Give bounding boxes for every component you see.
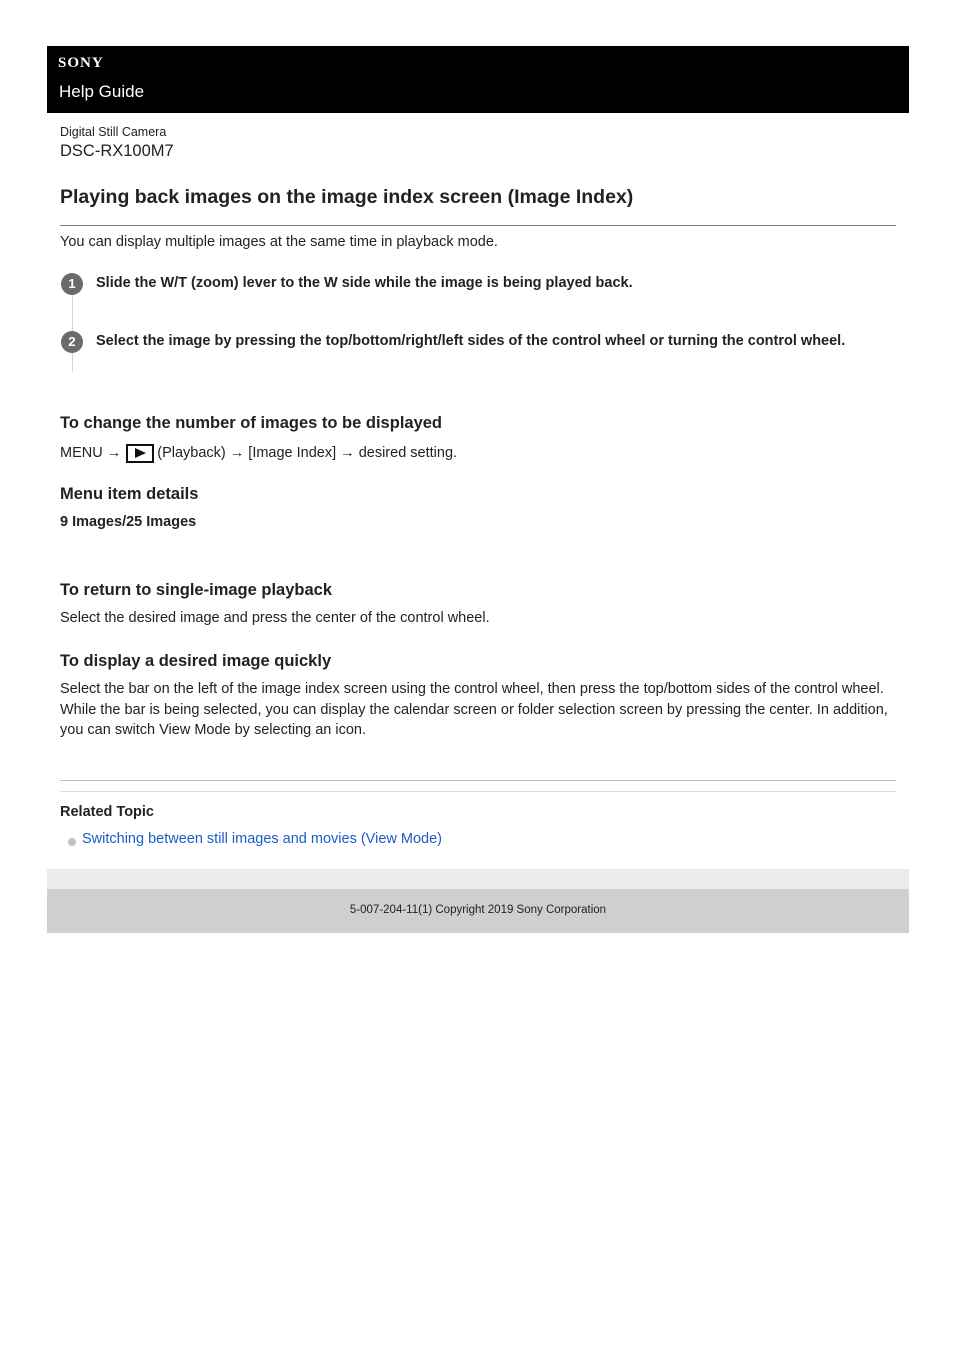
page-title: Playing back images on the image index screen (Image Index)	[60, 186, 634, 208]
sony-logo[interactable]: SONY	[58, 55, 104, 71]
section-heading-menu-details: Menu item details	[60, 485, 199, 503]
step-1-text: Slide the W/T (zoom) lever to the W side while the image is being played back.	[96, 275, 633, 291]
display-quickly-text: Select the bar on the left of the image index screen using the control wheel, then press the top/bottom sides of the control wheel. While the bar is being selected, you can display the calendar screen or folder selection screen by pressing the center. In addition, you can switch View Mode by selecting an icon.	[60, 681, 888, 738]
return-single-text: Select the desired image and press the center of the control wheel.	[60, 610, 490, 626]
step-2-badge: 2	[61, 331, 83, 353]
title-divider	[60, 225, 896, 226]
related-topic-title: Related Topic	[60, 804, 154, 820]
playback-icon	[126, 444, 154, 463]
related-link-view-mode[interactable]: Switching between still images and movies (View Mode)	[82, 831, 442, 847]
intro-text: You can display multiple images at the same time in playback mode.	[60, 234, 498, 250]
section-heading-return-single: To return to single-image playback	[60, 581, 333, 599]
section-heading-display-quickly: To display a desired image quickly	[60, 652, 332, 670]
footer	[47, 889, 909, 933]
related-divider-bottom	[60, 791, 896, 792]
help-guide-title[interactable]: Help Guide	[59, 82, 145, 101]
menu-suffix: (Playback) → [Image Index] → desired setting.	[157, 444, 458, 461]
copyright-text: 5-007-204-11(1) Copyright 2019 Sony Corporation	[349, 904, 607, 916]
product-category: Digital Still Camera	[60, 125, 167, 139]
related-link-bullet-icon	[68, 838, 76, 846]
product-model: DSC-RX100M7	[60, 142, 174, 160]
step-1-badge: 1	[61, 273, 83, 295]
menu-item-images: 9 Images/25 Images	[60, 514, 197, 530]
menu-prefix: MENU →	[60, 444, 122, 461]
menu-path	[60, 443, 457, 462]
step-2-text: Select the image by pressing the top/bottom/right/left sides of the control wheel or turning the control wheel.	[96, 333, 846, 349]
section-heading-change-number: To change the number of images to be displayed	[60, 414, 443, 432]
related-divider-top	[60, 780, 896, 781]
footer-top-band	[47, 869, 909, 889]
site-header	[47, 46, 909, 113]
